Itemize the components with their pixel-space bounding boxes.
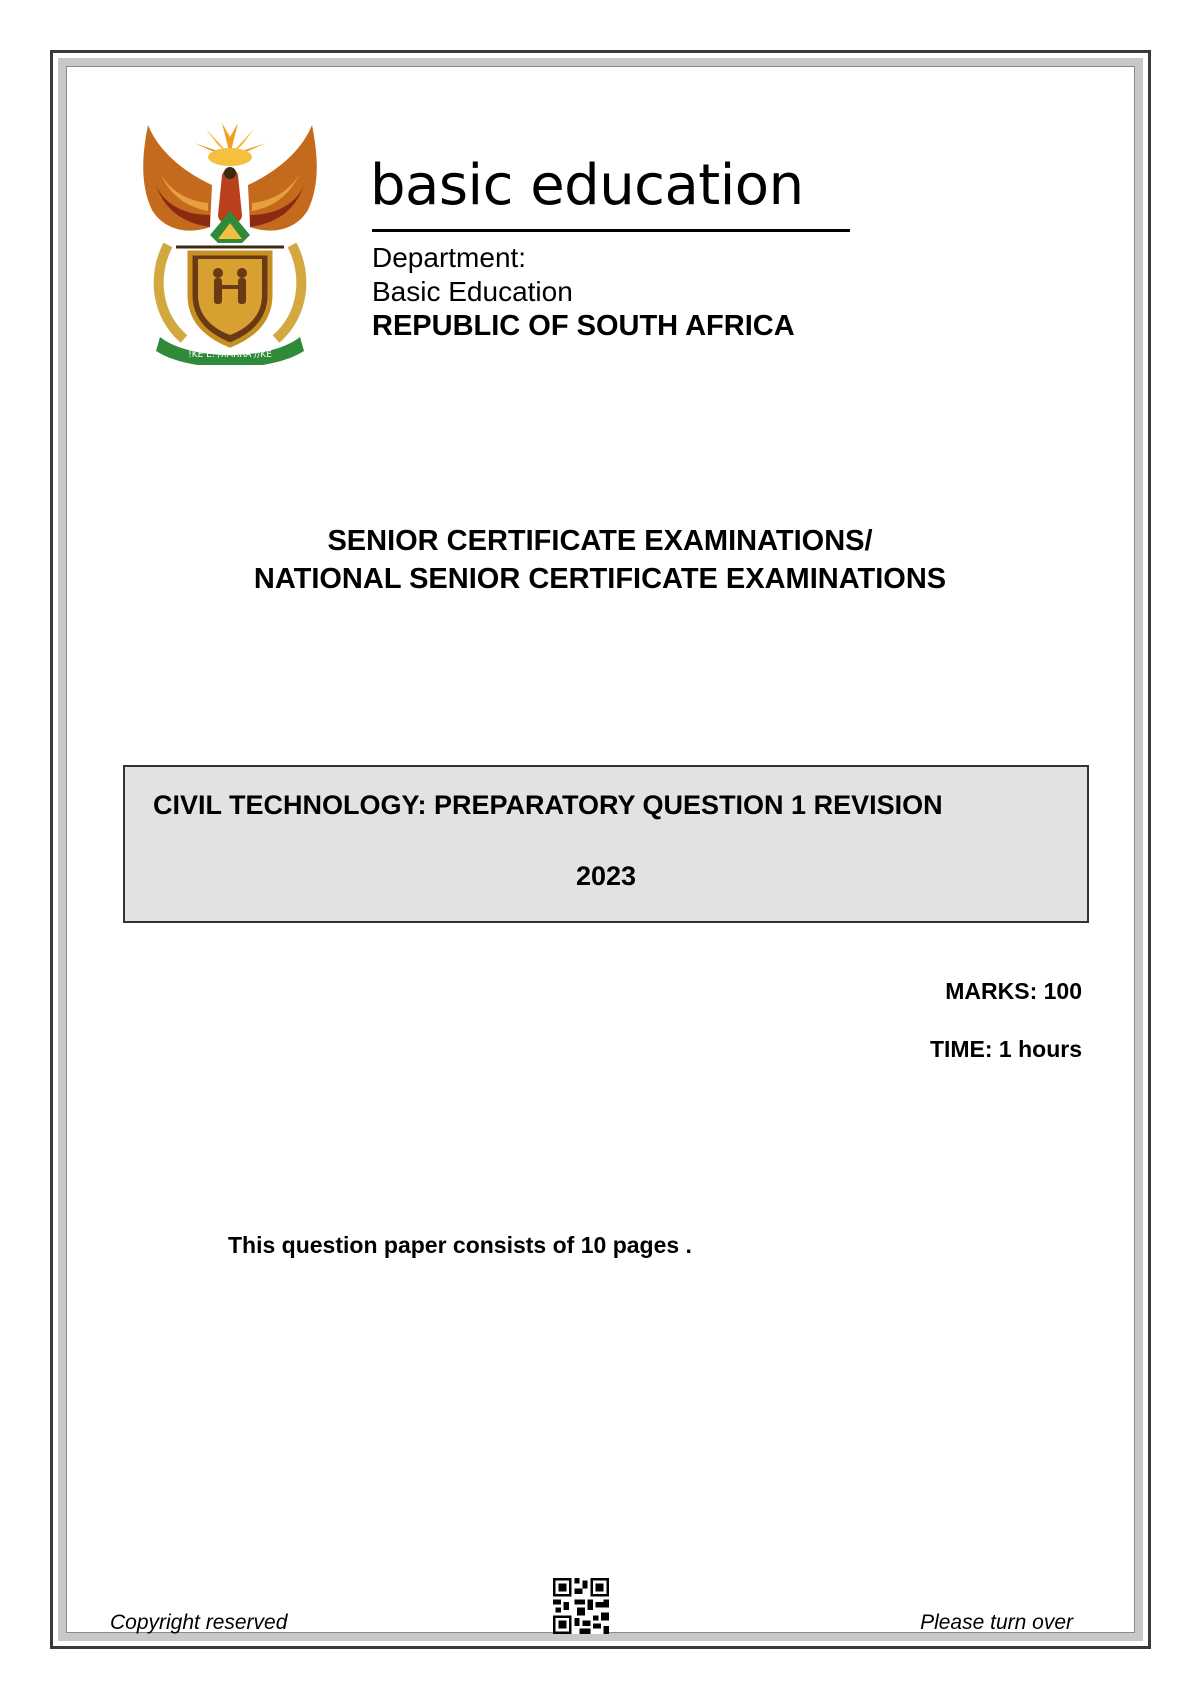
sun-rays: [194, 123, 266, 166]
country-name: REPUBLIC OF SOUTH AFRICA: [372, 310, 795, 342]
page-count-note: This question paper consists of 10 pages .: [228, 1232, 692, 1258]
subject-year: 2023: [575, 861, 637, 891]
emblem-motto: !KE E: /XARRA //KE: [188, 350, 272, 360]
footer-turn-over: Please turn over: [920, 1611, 1073, 1634]
wheat-left: [159, 245, 184, 339]
subject-box: [123, 765, 1089, 923]
qr-code-icon: [553, 1578, 609, 1634]
footer-copyright: Copyright reserved: [110, 1611, 288, 1634]
exam-heading-line1: SENIOR CERTIFICATE EXAMINATIONS/: [327, 525, 873, 557]
brand-title: basic education: [370, 153, 804, 218]
wheat-right: [276, 245, 301, 339]
department-name: Basic Education: [372, 276, 573, 307]
department-label: Department:: [372, 242, 527, 273]
brand-underline: [372, 229, 850, 232]
time-allowed: TIME: 1 hours: [929, 1036, 1082, 1062]
exam-heading-line2: NATIONAL SENIOR CERTIFICATE EXAMINATIONS: [253, 563, 947, 595]
coat-of-arms-emblem: [130, 115, 330, 365]
marks-total: MARKS: 100: [945, 978, 1082, 1004]
subject-title: CIVIL TECHNOLOGY: PREPARATORY QUESTION 1 REVISION: [153, 790, 943, 820]
